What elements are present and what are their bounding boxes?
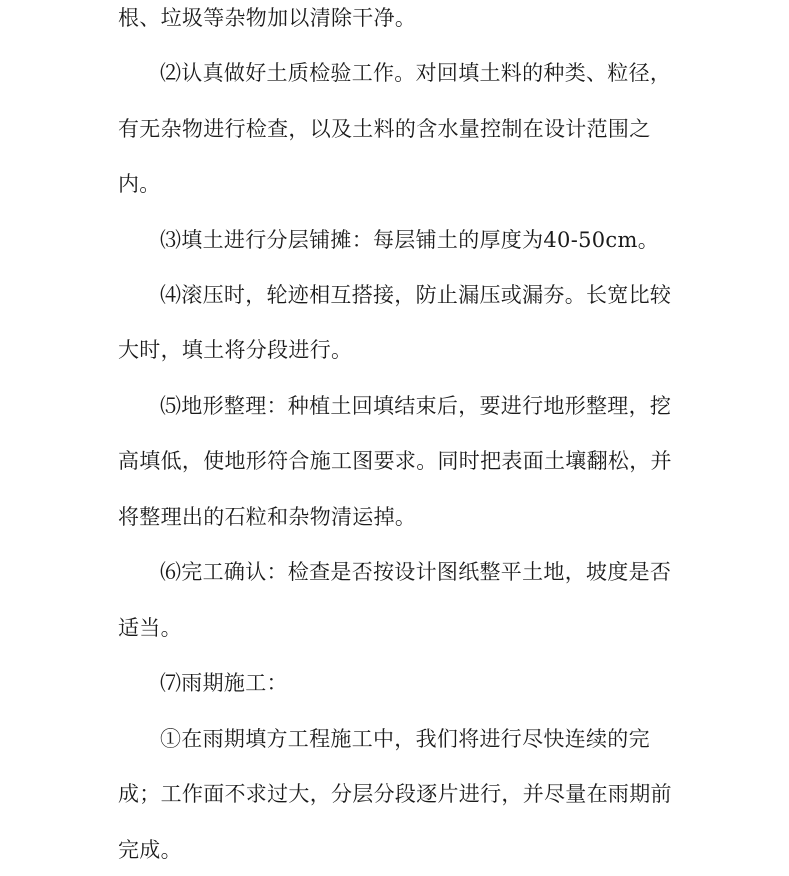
- text-line: ⑺雨期施工：: [160, 671, 288, 695]
- text-line: 大时，填土将分段进行。: [118, 338, 353, 362]
- text-line: 有无杂物进行检查，以及土料的含水量控制在设计范围之: [118, 117, 651, 141]
- text-line: 适当。: [118, 616, 182, 640]
- text-line: ①在雨期填方工程施工中，我们将进行尽快连续的完: [160, 727, 650, 751]
- text-line: ⑸地形整理：种植土回填结束后，要进行地形整理，挖: [160, 394, 672, 418]
- text-line: ⑶填土进行分层铺摊：每层铺土的厚度为40-50cm。: [160, 228, 660, 252]
- text-line: 成；工作面不求过大，分层分段逐片进行，并尽量在雨期前: [118, 782, 672, 806]
- text-line: ⑷滚压时，轮迹相互搭接，防止漏压或漏夯。长宽比较: [160, 283, 672, 307]
- text-line: 将整理出的石粒和杂物清运掉。: [118, 505, 417, 529]
- text-line: ⑹完工确认：检查是否按设计图纸整平土地，坡度是否: [160, 560, 672, 584]
- text-line: ⑵认真做好土质检验工作。对回填土料的种类、粒径，: [160, 61, 672, 85]
- text-line: 高填低，使地形符合施工图要求。同时把表面土壤翻松，并: [118, 449, 672, 473]
- text-line: 完成。: [118, 838, 182, 862]
- text-line: 根、垃圾等杂物加以清除干净。: [118, 6, 417, 30]
- text-line: 内。: [118, 172, 161, 196]
